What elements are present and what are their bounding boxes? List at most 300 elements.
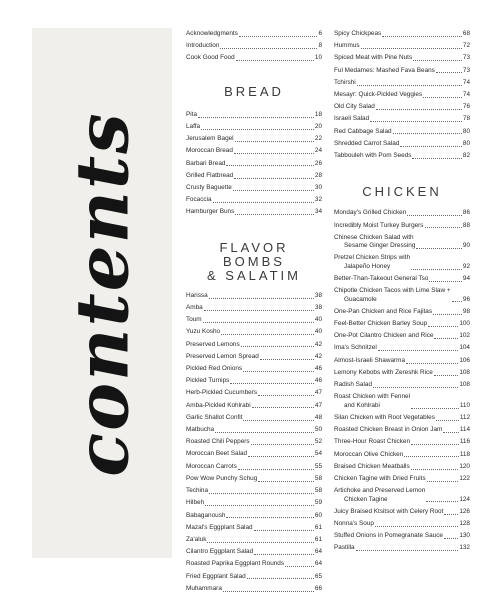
toc-entry-page: 120 xyxy=(459,462,470,470)
toc-entry-title: Monday's Grilled Chicken xyxy=(334,209,407,217)
toc-entry-title: Pickled Turnips xyxy=(186,377,230,385)
toc-entry-page: 102 xyxy=(459,332,470,340)
toc-entry-page: 52 xyxy=(314,438,322,446)
dot-leader xyxy=(382,36,462,37)
toc-entry-page: 30 xyxy=(314,184,322,192)
toc-entry-title: Tchirshi xyxy=(334,78,356,86)
toc-entry-page: 108 xyxy=(459,381,470,389)
toc-entry-page: 8 xyxy=(318,42,322,50)
toc-entry xyxy=(186,389,322,397)
toc-entry-title: Muhammara xyxy=(186,584,222,592)
dot-leader xyxy=(230,383,314,384)
dot-leader xyxy=(220,48,317,49)
toc-entry xyxy=(334,381,470,389)
toc-entry xyxy=(186,450,322,458)
flavor-bombs-list xyxy=(186,292,322,593)
toc-entry xyxy=(334,54,470,62)
toc-entry-title: Fried Eggplant Salad xyxy=(186,572,246,580)
toc-entry-title: Roasted Paprika Eggplant Rounds xyxy=(186,560,285,568)
toc-entry-title: Incredibly Moist Turkey Burgers xyxy=(334,221,424,229)
toc-entry-title: Techina xyxy=(186,487,209,495)
toc-entry-title xyxy=(334,287,451,304)
dot-leader xyxy=(223,591,314,592)
toc-entry xyxy=(186,487,322,495)
toc-entry-page: 73 xyxy=(462,54,470,62)
dot-leader xyxy=(215,432,314,433)
toc-entry-title: Amba xyxy=(186,304,203,312)
salatim-continued-list xyxy=(334,30,470,160)
toc-entry-page: 108 xyxy=(459,368,470,376)
dot-leader xyxy=(436,72,462,73)
toc-entry-page: 104 xyxy=(459,344,470,352)
chicken-list xyxy=(334,209,470,552)
dot-leader xyxy=(234,153,314,154)
toc-entry-page: 46 xyxy=(314,365,322,373)
dot-leader xyxy=(357,85,462,86)
toc-entry-page: 65 xyxy=(314,572,322,580)
toc-entry-title: Focaccia xyxy=(186,196,212,204)
toc-entry-title: Hamburger Buns xyxy=(186,208,235,216)
toc-entry-title: Introduction xyxy=(186,42,220,50)
toc-entry-title: Spiced Meat with Pine Nuts xyxy=(334,54,413,62)
bread-list xyxy=(186,111,322,217)
dot-leader xyxy=(411,444,459,445)
dot-leader xyxy=(226,517,313,518)
toc-entry-title: Amba-Pickled Kohlrabi xyxy=(186,401,251,409)
dot-leader xyxy=(411,269,462,270)
dot-leader xyxy=(443,432,458,433)
toc-entry-title: Laffa xyxy=(186,123,201,131)
toc-entry xyxy=(334,287,470,304)
toc-entry-title: Ful Medames: Mashed Fava Beans xyxy=(334,66,435,74)
toc-entry-title: Better-Than-Takeout General Tso xyxy=(334,275,429,283)
toc-entry xyxy=(186,438,322,446)
dot-leader xyxy=(426,501,458,502)
dot-leader xyxy=(370,121,462,122)
toc-entry-page: 116 xyxy=(459,438,470,446)
toc-entry xyxy=(186,54,322,62)
toc-entry-title: Silan Chicken with Root Vegetables xyxy=(334,413,435,421)
toc-entry xyxy=(334,369,470,377)
toc-entry-page: 122 xyxy=(459,474,470,482)
toc-entry xyxy=(334,475,470,483)
dot-leader xyxy=(258,481,314,482)
toc-entry-title: Pow Wow Punchy Schug xyxy=(186,474,258,482)
dot-leader xyxy=(412,158,461,159)
toc-entry-title-line-2: Chicken Tagine xyxy=(344,495,388,503)
dot-leader xyxy=(406,363,458,364)
dot-leader xyxy=(204,310,314,311)
dot-leader xyxy=(376,109,462,110)
toc-entry-page: 6 xyxy=(318,30,322,37)
toc-entry-title: Shredded Carrot Salad xyxy=(334,139,400,147)
dot-leader xyxy=(236,60,314,61)
toc-entry-page: 130 xyxy=(459,532,470,540)
toc-entry-title: Red Cabbage Salad xyxy=(334,127,392,135)
toc-entry-title: Tabbouleh with Pom Seeds xyxy=(334,152,412,160)
toc-entry xyxy=(334,209,470,217)
toc-entry-page: 50 xyxy=(314,426,322,434)
toc-entry xyxy=(334,42,470,50)
toc-entry-page: 40 xyxy=(314,316,322,324)
toc-entry-page: 96 xyxy=(462,295,470,303)
section-heading-line-1: FLAVOR BOMBS xyxy=(219,239,289,269)
toc-entry xyxy=(334,344,470,352)
toc-entry xyxy=(186,548,322,556)
toc-entry-title: Crusty Baguette xyxy=(186,184,232,192)
dot-leader xyxy=(373,387,458,388)
toc-entry-title: Hummus xyxy=(334,42,360,50)
toc-entry xyxy=(186,123,322,131)
toc-entry-page: 38 xyxy=(314,304,322,312)
toc-entry-title-line-1: Artichoke and Preserved Lemon xyxy=(334,487,426,495)
toc-entry-page: 112 xyxy=(459,413,470,421)
toc-entry-title-line-2: and Kohlrabi xyxy=(344,401,380,409)
toc-entry-title: Radish Salad xyxy=(334,381,373,389)
toc-entry xyxy=(186,377,322,385)
toc-entry-page: 132 xyxy=(459,544,470,552)
toc-entry-page: 100 xyxy=(459,320,470,328)
toc-entry-title: Feel-Better Chicken Barley Soup xyxy=(334,320,428,328)
toc-entry xyxy=(334,451,470,459)
dot-leader xyxy=(243,420,313,421)
toc-entry-title: Ima's Schnitzel xyxy=(334,344,377,352)
toc-entry-page: 58 xyxy=(314,474,322,482)
toc-entry-title: Mazal's Eggplant Salad xyxy=(186,523,253,531)
toc-entry-title: Moroccan Carrots xyxy=(186,462,237,470)
toc-entry-page: 60 xyxy=(314,511,322,519)
toc-entry xyxy=(186,463,322,471)
dot-leader xyxy=(233,190,314,191)
toc-entry xyxy=(334,275,470,283)
toc-entry xyxy=(186,585,322,593)
toc-entry-title: Babaganoush xyxy=(186,511,226,519)
toc-entry-title: Lemony Kebobs with Zereshk Rice xyxy=(334,368,433,376)
dot-leader xyxy=(247,578,314,579)
toc-entry-title: Acknowledgments xyxy=(186,30,238,37)
toc-entry-page: 110 xyxy=(459,401,470,409)
toc-entry xyxy=(334,128,470,136)
toc-entry-page: 48 xyxy=(314,413,322,421)
dot-leader xyxy=(207,542,313,543)
toc-entry-title: Chicken Tagine with Dried Fruits xyxy=(334,474,426,482)
toc-entry-page: 34 xyxy=(314,208,322,216)
dot-leader xyxy=(356,550,459,551)
toc-entry xyxy=(186,573,322,581)
toc-entry xyxy=(186,475,322,483)
toc-entry-page: 26 xyxy=(314,159,322,167)
toc-entry-page: 20 xyxy=(314,123,322,131)
dot-leader xyxy=(429,281,462,282)
toc-entry xyxy=(186,147,322,155)
toc-entry-page: 73 xyxy=(462,66,470,74)
dot-leader xyxy=(393,133,462,134)
toc-entry-title: Israeli Salad xyxy=(334,115,370,123)
toc-entry xyxy=(186,304,322,312)
toc-entry-title: One-Pan Chicken and Rice Fajitas xyxy=(334,307,433,315)
toc-entry-page: 66 xyxy=(314,584,322,592)
toc-entry-page: 126 xyxy=(459,507,470,515)
dot-leader xyxy=(254,530,314,531)
toc-entry-title: Moroccan Beet Salad xyxy=(186,450,248,458)
toc-entry-page: 24 xyxy=(314,147,322,155)
toc-entry xyxy=(334,308,470,316)
toc-entry-title: Moroccan Olive Chicken xyxy=(334,450,404,458)
toc-entry-title: Yuzu Kosho xyxy=(186,328,221,336)
toc-entry xyxy=(334,222,470,230)
toc-entry xyxy=(334,426,470,434)
toc-entry xyxy=(334,67,470,75)
toc-entry-title: Roasted Chicken Breast in Onion Jam xyxy=(334,426,443,434)
toc-entry-page: 28 xyxy=(314,171,322,179)
toc-entry xyxy=(334,532,470,540)
toc-entry-title-line-1: Chinese Chicken Salad with xyxy=(334,233,414,241)
toc-entry-page: 80 xyxy=(462,127,470,135)
dot-leader xyxy=(375,526,458,527)
section-heading-flavor-bombs xyxy=(186,241,322,283)
toc-entry-page: 22 xyxy=(314,135,322,143)
dot-leader xyxy=(361,48,462,49)
toc-entry-title xyxy=(334,393,410,410)
section-heading-bread: BREAD xyxy=(224,83,284,99)
dot-leader xyxy=(416,248,461,249)
toc-entry xyxy=(334,520,470,528)
toc-entry xyxy=(334,544,470,552)
toc-entry-page: 74 xyxy=(462,78,470,86)
toc-entry-title: Nonna's Soup xyxy=(334,519,374,527)
toc-entry-title: Old City Salad xyxy=(334,103,375,111)
toc-entry xyxy=(186,512,322,520)
dot-leader xyxy=(221,334,314,335)
toc-entry-title: One-Pot Cilantro Chicken and Rice xyxy=(334,332,434,340)
toc-entry-page: 59 xyxy=(314,499,322,507)
dot-leader xyxy=(252,407,314,408)
toc-entry-page: 47 xyxy=(314,401,322,409)
dot-leader xyxy=(452,301,462,302)
toc-entry-title: Grilled Flatbread xyxy=(186,171,234,179)
toc-entry-page: 74 xyxy=(462,91,470,99)
toc-entry-page: 118 xyxy=(459,450,470,458)
dot-leader xyxy=(285,566,314,567)
dot-leader xyxy=(378,350,459,351)
dot-leader xyxy=(423,97,462,98)
dot-leader xyxy=(425,227,462,228)
toc-entry-page: 94 xyxy=(462,275,470,283)
toc-entry-title: Preserved Lemons xyxy=(186,340,240,348)
toc-entry xyxy=(186,172,322,180)
toc-entry xyxy=(334,332,470,340)
toc-entry xyxy=(186,536,322,544)
toc-entry-page: 58 xyxy=(314,487,322,495)
toc-entry-page: 46 xyxy=(314,377,322,385)
toc-entry xyxy=(334,254,470,271)
toc-entry-page: 124 xyxy=(459,495,470,503)
toc-entry-title: Pickled Red Onions xyxy=(186,365,243,373)
dot-leader xyxy=(205,505,314,506)
toc-entry-title: Three-Hour Roast Chicken xyxy=(334,438,411,446)
toc-entry xyxy=(334,30,470,38)
toc-entry-page: 54 xyxy=(314,450,322,458)
toc-entry xyxy=(186,208,322,216)
toc-entry-page: 10 xyxy=(314,54,322,62)
toc-entry xyxy=(186,316,322,324)
toc-entry-title xyxy=(334,254,410,271)
dot-leader xyxy=(209,298,314,299)
toc-entry xyxy=(186,524,322,532)
dot-leader xyxy=(235,214,314,215)
toc-entry xyxy=(334,487,470,504)
toc-entry-page: 76 xyxy=(462,103,470,111)
toc-entry-page: 92 xyxy=(462,262,470,270)
toc-entry-title: Garlic Shallot Confit xyxy=(186,413,243,421)
toc-entry xyxy=(186,414,322,422)
dot-leader xyxy=(198,117,314,118)
toc-entry-title: Za'aluk xyxy=(186,535,207,543)
toc-entry-page: 78 xyxy=(462,115,470,123)
toc-entry xyxy=(186,426,322,434)
toc-entry-title-line-2: Sesame Ginger Dressing xyxy=(344,242,416,250)
toc-entry-title: Mesayr: Quick-Pickled Veggies xyxy=(334,91,423,99)
toc-entry xyxy=(186,135,322,143)
toc-entry-page: 61 xyxy=(314,523,322,531)
contents-title: contents xyxy=(59,111,145,477)
toc-entry-page: 32 xyxy=(314,196,322,204)
toc-entry xyxy=(186,160,322,168)
toc-entry xyxy=(186,499,322,507)
toc-entry-page: 114 xyxy=(459,426,470,434)
toc-entry-page: 68 xyxy=(462,30,470,37)
toc-entry xyxy=(186,328,322,336)
dot-leader xyxy=(407,215,462,216)
toc-column-left xyxy=(186,30,322,597)
toc-column-right xyxy=(334,30,470,557)
dot-leader xyxy=(436,420,459,421)
toc-entry xyxy=(334,140,470,148)
dot-leader xyxy=(444,538,458,539)
dot-leader xyxy=(203,322,314,323)
toc-entry xyxy=(334,115,470,123)
toc-entry-title-line-1: Roast Chicken with Fennel xyxy=(334,393,411,401)
toc-entry-title: Pita xyxy=(186,110,198,118)
toc-entry-title: Moroccan Bread xyxy=(186,147,233,155)
dot-leader xyxy=(413,60,462,61)
toc-entry xyxy=(186,402,322,410)
toc-entry xyxy=(334,91,470,99)
toc-entry xyxy=(334,320,470,328)
toc-entry xyxy=(334,103,470,111)
dot-leader xyxy=(428,326,458,327)
toc-entry-title: Spicy Chickpeas xyxy=(334,30,382,37)
toc-entry xyxy=(186,30,322,38)
toc-entry-page: 38 xyxy=(314,291,322,299)
dot-leader xyxy=(260,359,314,360)
toc-entry-title: Almost-Israeli Shawarma xyxy=(334,356,406,364)
dot-leader xyxy=(411,408,459,409)
dot-leader xyxy=(238,469,314,470)
toc-entry-page: 82 xyxy=(462,152,470,160)
toc-entry-title: Herb-Pickled Cucumbers xyxy=(186,389,258,397)
dot-leader xyxy=(201,129,314,130)
dot-leader xyxy=(258,395,314,396)
toc-entry-title-line-1: Chipotle Chicken Tacos with Lime Slaw + xyxy=(334,287,451,295)
toc-entry-title-line-2: Jalapeño Honey xyxy=(344,262,391,270)
toc-entry xyxy=(334,79,470,87)
toc-entry-page: 40 xyxy=(314,328,322,336)
toc-entry-page: 98 xyxy=(462,307,470,315)
toc-entry-page: 18 xyxy=(314,110,322,118)
toc-entry xyxy=(334,508,470,516)
toc-entry-page: 64 xyxy=(314,560,322,568)
dot-leader xyxy=(243,371,314,372)
toc-entry-page: 42 xyxy=(314,340,322,348)
toc-entry-page: 61 xyxy=(314,535,322,543)
toc-entry-title: Juicy Braised Ktsitsot with Celery Root xyxy=(334,507,444,515)
dot-leader xyxy=(251,444,314,445)
toc-entry-title xyxy=(334,487,425,504)
toc-entry-page: 90 xyxy=(462,242,470,250)
toc-entry-title: Harissa xyxy=(186,291,208,299)
dot-leader xyxy=(411,469,459,470)
toc-entry xyxy=(186,560,322,568)
toc-entry xyxy=(186,196,322,204)
toc-entry-page: 64 xyxy=(314,548,322,556)
toc-entry-title: Toum xyxy=(186,316,202,324)
toc-entry xyxy=(186,111,322,119)
dot-leader xyxy=(241,346,314,347)
dot-leader xyxy=(235,141,314,142)
toc-entry xyxy=(334,438,470,446)
toc-entry xyxy=(186,341,322,349)
toc-entry xyxy=(186,292,322,300)
front-matter-list xyxy=(186,30,322,63)
dot-leader xyxy=(234,178,314,179)
toc-entry xyxy=(186,365,322,373)
toc-entry-title: Stuffed Onions in Pomegranate Sauce xyxy=(334,532,443,540)
toc-entry-title: Hilbeh xyxy=(186,499,205,507)
dot-leader xyxy=(404,456,459,457)
toc-entry xyxy=(186,184,322,192)
toc-entry-title: Matbucha xyxy=(186,426,215,434)
toc-entry-title-line-1: Pretzel Chicken Strips with xyxy=(334,254,411,262)
dot-leader xyxy=(248,456,314,457)
toc-entry-page: 88 xyxy=(462,221,470,229)
section-heading-chicken: CHICKEN xyxy=(362,184,442,200)
toc-entry xyxy=(186,353,322,361)
toc-entry-title: Jerusalem Bagel xyxy=(186,135,234,143)
dot-leader xyxy=(427,481,459,482)
toc-entry-page: 86 xyxy=(462,209,470,217)
dot-leader xyxy=(433,314,462,315)
toc-entry xyxy=(334,463,470,471)
toc-entry xyxy=(334,152,470,160)
toc-entry xyxy=(334,234,470,251)
toc-entry xyxy=(334,414,470,422)
toc-entry-page: 80 xyxy=(462,139,470,147)
dot-leader xyxy=(239,36,318,37)
toc-entry-page: 47 xyxy=(314,389,322,397)
dot-leader xyxy=(444,514,458,515)
toc-entry-title-line-2: Guacamole xyxy=(344,295,377,303)
toc-entry-title xyxy=(334,234,415,251)
toc-entry-title: Cook Good Food xyxy=(186,54,235,62)
toc-entry xyxy=(186,42,322,50)
dot-leader xyxy=(209,493,314,494)
toc-entry-title: Cilantro Eggplant Salad xyxy=(186,548,254,556)
dot-leader xyxy=(434,338,458,339)
toc-entry-title: Preserved Lemon Spread xyxy=(186,352,259,360)
toc-entry-page: 55 xyxy=(314,462,322,470)
dot-leader xyxy=(254,554,314,555)
